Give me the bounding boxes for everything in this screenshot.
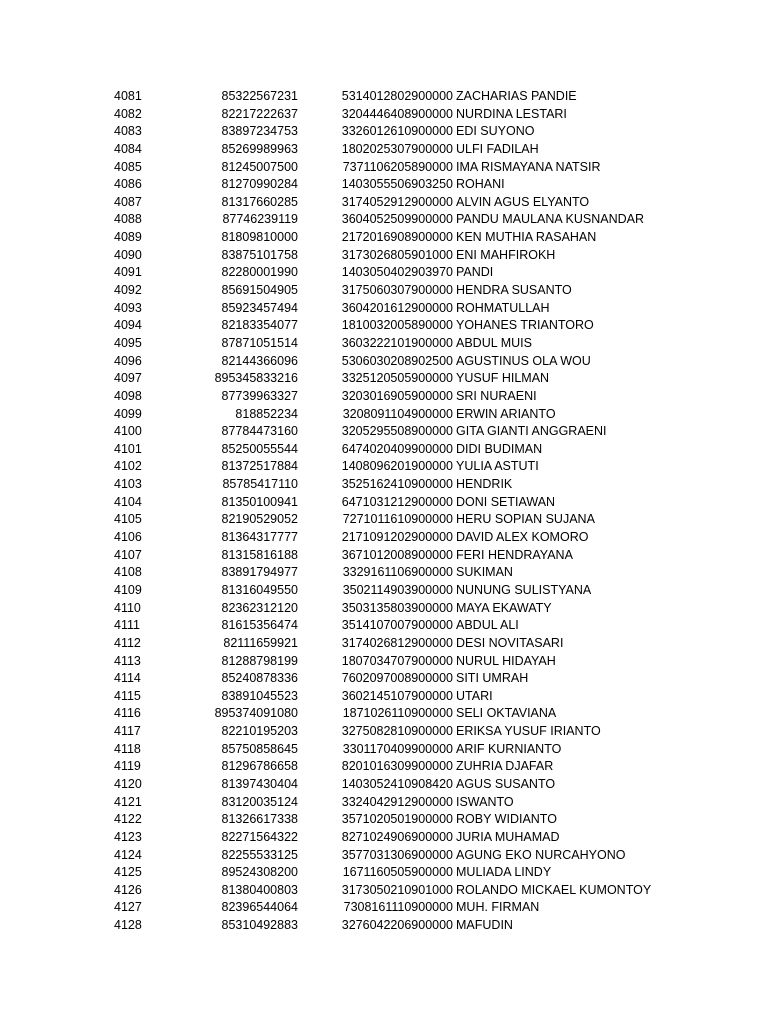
table-row: [0, 441, 768, 459]
name-cell: DAVID ALEX KOMORO: [456, 530, 589, 545]
phone-cell: 85923457494: [221, 300, 298, 315]
table-row: [0, 317, 768, 335]
id-number-cell: 1807034707900000: [341, 653, 453, 668]
table-row: [0, 635, 768, 653]
name-cell: SUKIMAN: [456, 565, 513, 580]
name-cell: IMA RISMAYANA NATSIR: [456, 159, 601, 174]
phone-cell: 83897234753: [221, 124, 298, 139]
phone-cell: 87739963327: [221, 388, 298, 403]
id-number-cell: 1403055506903250: [341, 177, 453, 192]
table-row: [0, 653, 768, 671]
phone-cell: 83875101758: [221, 247, 298, 262]
phone-cell: 81316049550: [221, 582, 298, 597]
table-row: [0, 229, 768, 247]
row-number-cell: 4092: [114, 283, 142, 298]
id-number-cell: 3604052509900000: [341, 212, 453, 227]
phone-cell: 82144366096: [221, 353, 298, 368]
row-number-cell: 4122: [114, 812, 142, 827]
row-number-cell: 4090: [114, 247, 142, 262]
row-number-cell: 4089: [114, 230, 142, 245]
name-cell: NURDINA LESTARI: [456, 106, 567, 121]
table-row: [0, 458, 768, 476]
row-number-cell: 4094: [114, 318, 142, 333]
phone-cell: 85310492883: [221, 918, 298, 933]
id-number-cell: 6471031212900000: [341, 494, 453, 509]
name-cell: UTARI: [456, 688, 493, 703]
id-number-cell: 3175060307900000: [341, 283, 453, 298]
phone-cell: 81372517884: [221, 459, 298, 474]
id-number-cell: 5314012802900000: [341, 89, 453, 103]
id-number-cell: 1871026110900000: [342, 706, 453, 721]
phone-cell: 85691504905: [221, 283, 298, 298]
id-number-cell: 3325120505900000: [341, 371, 453, 386]
name-cell: MAYA EKAWATY: [456, 600, 552, 615]
row-number-cell: 4082: [114, 106, 142, 121]
phone-cell: 82280001990: [221, 265, 298, 280]
row-number-cell: 4124: [114, 847, 142, 862]
id-number-cell: 1403050402903970: [341, 265, 453, 280]
name-cell: YUSUF HILMAN: [456, 371, 550, 386]
id-number-cell: 1802025307900000: [341, 141, 453, 156]
name-cell: DESI NOVITASARI: [456, 635, 564, 650]
phone-cell: 81296786658: [221, 759, 298, 774]
table-row: [0, 106, 768, 124]
id-number-cell: 8201016309900000: [341, 759, 453, 774]
table-row: [0, 159, 768, 177]
id-number-cell: 3577031306900000: [341, 847, 453, 862]
row-number-cell: 4116: [114, 706, 141, 721]
id-number-cell: 3671012008900000: [341, 547, 453, 562]
row-number-cell: 4127: [114, 900, 142, 915]
table-row: [0, 211, 768, 229]
row-number-cell: 4119: [114, 759, 141, 774]
id-number-cell: 3604201612900000: [341, 300, 453, 315]
id-number-cell: 8271024906900000: [341, 829, 453, 844]
table-row: [0, 406, 768, 424]
id-number-cell: 6474020409900000: [341, 441, 453, 456]
table-row: [0, 247, 768, 265]
table-row: [0, 494, 768, 512]
phone-cell: 818852234: [235, 406, 298, 421]
row-number-cell: 4125: [114, 865, 142, 880]
row-number-cell: 4096: [114, 353, 142, 368]
id-number-cell: 3503135803900000: [341, 600, 453, 615]
id-number-cell: 1671160505900000: [342, 865, 453, 880]
id-number-cell: 1408096201900000: [341, 459, 453, 474]
phone-cell: 81326617338: [221, 812, 298, 827]
table-row: [0, 529, 768, 547]
phone-cell: 82111659921: [223, 635, 298, 650]
name-cell: ABDUL MUIS: [456, 335, 532, 350]
name-cell: YULIA ASTUTI: [456, 459, 539, 474]
name-cell: NURUL HIDAYAH: [456, 653, 556, 668]
id-number-cell: 3173050210901000: [341, 882, 453, 897]
id-number-cell: 3602145107900000: [341, 688, 453, 703]
row-number-cell: 4118: [114, 741, 141, 756]
phone-cell: 81288798199: [221, 653, 298, 668]
id-number-cell: 3174026812900000: [341, 635, 453, 650]
name-cell: KEN MUTHIA RASAHAN: [456, 230, 597, 245]
phone-cell: 85269989963: [221, 141, 298, 156]
name-cell: DIDI BUDIMAN: [456, 441, 543, 456]
row-number-cell: 4103: [114, 477, 142, 492]
id-number-cell: 7371106205890000: [342, 159, 453, 174]
row-number-cell: 4086: [114, 177, 142, 192]
phone-cell: 83120035124: [221, 794, 298, 809]
id-number-cell: 2171091202900000: [341, 530, 453, 545]
phone-cell: 85250055544: [221, 441, 298, 456]
row-number-cell: 4126: [114, 882, 142, 897]
table-row: [0, 794, 768, 812]
id-number-cell: 3326012610900000: [341, 124, 453, 139]
table-row: [0, 511, 768, 529]
table-row: [0, 353, 768, 371]
id-number-cell: 3514107007900000: [341, 618, 453, 633]
row-number-cell: 4106: [114, 530, 142, 545]
data-table: [0, 88, 768, 935]
row-number-cell: 4099: [114, 406, 142, 421]
id-number-cell: 2172016908900000: [341, 230, 453, 245]
id-number-cell: 3204446408900000: [341, 106, 453, 121]
row-number-cell: 4102: [114, 459, 142, 474]
id-number-cell: 7308161110900000: [343, 900, 453, 915]
name-cell: MAFUDIN: [456, 918, 513, 933]
id-number-cell: 3301170409900000: [342, 741, 453, 756]
name-cell: ERIKSA YUSUF IRIANTO: [456, 724, 601, 739]
phone-cell: 85240878336: [221, 671, 298, 686]
row-number-cell: 4091: [114, 265, 142, 280]
name-cell: JURIA MUHAMAD: [456, 829, 560, 844]
name-cell: PANDI: [456, 265, 494, 280]
id-number-cell: 3208091104900000: [342, 406, 453, 421]
table-row: [0, 670, 768, 688]
phone-cell: 83891794977: [221, 565, 298, 580]
row-number-cell: 4085: [114, 159, 142, 174]
name-cell: DONI SETIAWAN: [456, 494, 556, 509]
id-number-cell: 3324042912900000: [341, 794, 453, 809]
name-cell: ZACHARIAS PANDIE: [456, 89, 577, 103]
phone-cell: 82210195203: [221, 724, 298, 739]
id-number-cell: 1403052410908420: [341, 776, 453, 791]
name-cell: ALVIN AGUS ELYANTO: [456, 194, 590, 209]
id-number-cell: 7271011610900000: [342, 512, 453, 527]
name-cell: ERWIN ARIANTO: [456, 406, 556, 421]
row-number-cell: 4114: [114, 671, 141, 686]
row-number-cell: 4123: [114, 829, 142, 844]
table-row: [0, 864, 768, 882]
phone-cell: 85785417110: [222, 477, 298, 492]
table-row: [0, 688, 768, 706]
table-row: [0, 776, 768, 794]
table-row: [0, 811, 768, 829]
row-number-cell: 4113: [114, 653, 141, 668]
phone-cell: 81615356474: [221, 618, 298, 633]
name-cell: AGUNG EKO NURCAHYONO: [456, 847, 626, 862]
id-number-cell: 3276042206900000: [341, 918, 453, 933]
phone-cell: 87746239119: [222, 212, 298, 227]
name-cell: ABDUL ALI: [456, 618, 519, 633]
row-number-cell: 4105: [114, 512, 142, 527]
row-number-cell: 4120: [114, 776, 142, 791]
phone-cell: 82255533125: [221, 847, 298, 862]
table-row: [0, 829, 768, 847]
table-row: [0, 882, 768, 900]
table-row: [0, 88, 768, 106]
row-number-cell: 4104: [114, 494, 142, 509]
table-row: [0, 176, 768, 194]
id-number-cell: 3205295508900000: [341, 424, 453, 439]
phone-cell: 82396544064: [221, 900, 298, 915]
name-cell: AGUS SUSANTO: [456, 776, 556, 791]
phone-cell: 81364317777: [221, 530, 298, 545]
name-cell: ARIF KURNIANTO: [456, 741, 562, 756]
table-row: [0, 141, 768, 159]
table-row: [0, 370, 768, 388]
table-row: [0, 194, 768, 212]
row-number-cell: 4111: [114, 618, 140, 633]
id-number-cell: 3502114903900000: [342, 582, 453, 597]
table-row: [0, 582, 768, 600]
id-number-cell: 3275082810900000: [341, 724, 453, 739]
phone-cell: 81315816188: [221, 547, 298, 562]
id-number-cell: 1810032005890000: [341, 318, 453, 333]
row-number-cell: 4095: [114, 335, 142, 350]
name-cell: PANDU MAULANA KUSNANDAR: [456, 212, 645, 227]
name-cell: FERI HENDRAYANA: [456, 547, 573, 562]
name-cell: ULFI FADILAH: [456, 141, 539, 156]
id-number-cell: 3525162410900000: [341, 477, 453, 492]
name-cell: ENI MAHFIROKH: [456, 247, 556, 262]
phone-cell: 81380400803: [221, 882, 298, 897]
id-number-cell: 5306030208902500: [341, 353, 453, 368]
name-cell: HENDRIK: [456, 477, 513, 492]
phone-cell: 85750858645: [221, 741, 298, 756]
name-cell: AGUSTINUS OLA WOU: [456, 353, 591, 368]
phone-cell: 82217222637: [221, 106, 298, 121]
id-number-cell: 3571020501900000: [341, 812, 453, 827]
name-cell: ZUHRIA DJAFAR: [456, 759, 554, 774]
name-cell: ROLANDO MICKAEL KUMONTOY: [456, 882, 652, 897]
phone-cell: 81397430404: [221, 776, 298, 791]
row-number-cell: 4108: [114, 565, 142, 580]
phone-cell: 81350100941: [221, 494, 298, 509]
phone-cell: 81809810000: [221, 230, 298, 245]
row-number-cell: 4093: [114, 300, 142, 315]
phone-cell: 895374091080: [214, 706, 298, 721]
id-number-cell: 3203016905900000: [341, 388, 453, 403]
table-row: [0, 617, 768, 635]
row-number-cell: 4083: [114, 124, 142, 139]
table-row: [0, 917, 768, 935]
name-cell: YOHANES TRIANTORO: [456, 318, 594, 333]
table-row: [0, 388, 768, 406]
name-cell: SELI OKTAVIANA: [456, 706, 557, 721]
table-row: [0, 123, 768, 141]
table-row: [0, 847, 768, 865]
name-cell: MULIADA LINDY: [456, 865, 552, 880]
row-number-cell: 4115: [114, 688, 141, 703]
phone-cell: 82183354077: [221, 318, 298, 333]
phone-cell: 89524308200: [221, 865, 298, 880]
row-number-cell: 4088: [114, 212, 142, 227]
name-cell: MUH. FIRMAN: [456, 900, 540, 915]
phone-cell: 83891045523: [221, 688, 298, 703]
row-number-cell: 4100: [114, 424, 142, 439]
table-row: [0, 741, 768, 759]
table-row: [0, 758, 768, 776]
row-number-cell: 4098: [114, 388, 142, 403]
table-row: [0, 264, 768, 282]
phone-cell: 82271564322: [221, 829, 298, 844]
phone-cell: 85322567231: [221, 89, 298, 103]
row-number-cell: 4128: [114, 918, 142, 933]
id-number-cell: 3173026805901000: [341, 247, 453, 262]
row-number-cell: 4081: [114, 89, 142, 103]
phone-cell: 87784473160: [221, 424, 298, 439]
row-number-cell: 4097: [114, 371, 142, 386]
table-row: [0, 300, 768, 318]
row-number-cell: 4101: [114, 441, 142, 456]
phone-cell: 81270990284: [221, 177, 298, 192]
name-cell: EDI SUYONO: [456, 124, 535, 139]
table-row: [0, 899, 768, 917]
name-cell: GITA GIANTI ANGGRAENI: [456, 424, 607, 439]
phone-cell: 87871051514: [221, 335, 298, 350]
name-cell: ISWANTO: [456, 794, 514, 809]
phone-cell: 82190529052: [221, 512, 298, 527]
name-cell: ROBY WIDIANTO: [456, 812, 557, 827]
name-cell: SRI NURAENI: [456, 388, 537, 403]
name-cell: ROHANI: [456, 177, 505, 192]
table-row: [0, 423, 768, 441]
phone-cell: 82362312120: [221, 600, 298, 615]
row-number-cell: 4084: [114, 141, 142, 156]
name-cell: HENDRA SUSANTO: [456, 283, 572, 298]
name-cell: SITI UMRAH: [456, 671, 529, 686]
name-cell: HERU SOPIAN SUJANA: [456, 512, 595, 527]
table-row: [0, 564, 768, 582]
id-number-cell: 3329161106900000: [342, 565, 453, 580]
table-row: [0, 600, 768, 618]
row-number-cell: 4107: [114, 547, 142, 562]
row-number-cell: 4117: [114, 724, 141, 739]
id-number-cell: 7602097008900000: [341, 671, 453, 686]
phone-cell: 81317660285: [221, 194, 298, 209]
table-row: [0, 547, 768, 565]
row-number-cell: 4110: [114, 600, 141, 615]
row-number-cell: 4121: [114, 794, 142, 809]
phone-cell: 895345833216: [214, 371, 298, 386]
table-row: [0, 476, 768, 494]
table-row: [0, 335, 768, 353]
id-number-cell: 3174052912900000: [341, 194, 453, 209]
name-cell: ROHMATULLAH: [456, 300, 550, 315]
table-row: [0, 723, 768, 741]
row-number-cell: 4087: [114, 194, 142, 209]
name-cell: NUNUNG SULISTYANA: [456, 582, 592, 597]
phone-cell: 81245007500: [221, 159, 298, 174]
id-number-cell: 3603222101900000: [341, 335, 453, 350]
table-row: [0, 705, 768, 723]
row-number-cell: 4109: [114, 582, 142, 597]
row-number-cell: 4112: [114, 635, 141, 650]
table-row: [0, 282, 768, 300]
